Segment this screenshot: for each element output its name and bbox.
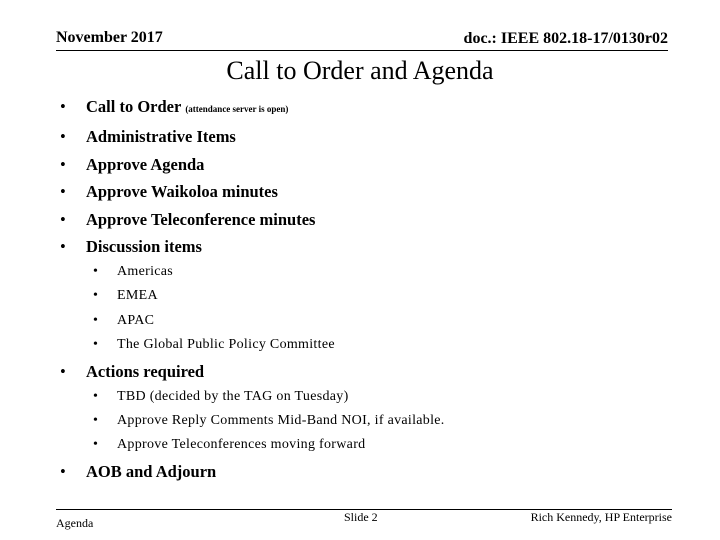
bullet-icon: • <box>93 413 99 428</box>
agenda-item-administrative <box>60 127 236 147</box>
subitem-label: Approve Reply Comments Mid-Band NOI, if available. <box>117 413 445 428</box>
agenda-item-label: Approve Teleconference minutes <box>86 210 316 229</box>
subitem-label: TBD (decided by the TAG on Tuesday) <box>117 389 349 404</box>
actions-subitem <box>93 389 349 405</box>
agenda-item-label: Approve Waikoloa minutes <box>86 182 278 201</box>
subitem-label: Americas <box>117 264 174 279</box>
agenda-item-label: AOB and Adjourn <box>86 462 217 481</box>
bullet-icon: • <box>93 337 99 352</box>
agenda-item-discussion <box>60 237 202 257</box>
subitem-label: Approve Teleconferences moving forward <box>117 437 366 452</box>
header-rule <box>56 50 668 51</box>
subitem-label: The Global Public Policy Committee <box>117 337 335 352</box>
agenda-item-approve-agenda <box>60 155 204 175</box>
subitem-label: APAC <box>117 313 155 328</box>
slide-title: Call to Order and Agenda <box>226 56 494 85</box>
agenda-item-aob-adjourn <box>60 462 216 482</box>
footer-slide-number: Slide 2 <box>344 510 378 524</box>
header-doc-id: doc.: IEEE 802.18-17/0130r02 <box>463 30 668 47</box>
bullet-icon: • <box>93 389 99 404</box>
agenda-item-actions-required <box>60 362 204 382</box>
bullet-icon: • <box>93 313 99 328</box>
subitem-label: EMEA <box>117 288 158 303</box>
discussion-subitem <box>93 264 173 280</box>
discussion-subitem <box>93 288 158 304</box>
agenda-item-label: Actions required <box>86 362 205 381</box>
bullet-icon: • <box>60 155 66 174</box>
agenda-item-label: Discussion items <box>86 237 202 256</box>
bullet-icon: • <box>93 288 99 303</box>
footer-author: Rich Kennedy, HP Enterprise <box>530 510 672 524</box>
agenda-item-call-to-order <box>60 97 288 117</box>
discussion-subitem <box>93 313 154 329</box>
agenda-item-label: Approve Agenda <box>86 155 205 174</box>
agenda-item-approve-waikoloa <box>60 182 278 202</box>
actions-subitem <box>93 437 365 453</box>
header-date: November 2017 <box>56 29 163 46</box>
bullet-icon: • <box>93 437 99 452</box>
bullet-icon: • <box>60 362 66 381</box>
bullet-icon: • <box>60 97 66 116</box>
footer-section-label: Agenda <box>56 516 94 530</box>
agenda-item-label: Administrative Items <box>86 127 236 146</box>
actions-subitem <box>93 413 445 429</box>
bullet-icon: • <box>60 210 66 229</box>
bullet-icon: • <box>60 237 66 256</box>
bullet-icon: • <box>60 127 66 146</box>
agenda-item-note: (attendance server is open) <box>185 104 289 114</box>
agenda-item-approve-teleconference <box>60 210 315 230</box>
bullet-icon: • <box>60 182 66 201</box>
bullet-icon: • <box>93 264 99 279</box>
agenda-item-label: Call to Order <box>86 97 182 116</box>
bullet-icon: • <box>60 462 66 481</box>
discussion-subitem <box>93 337 335 353</box>
